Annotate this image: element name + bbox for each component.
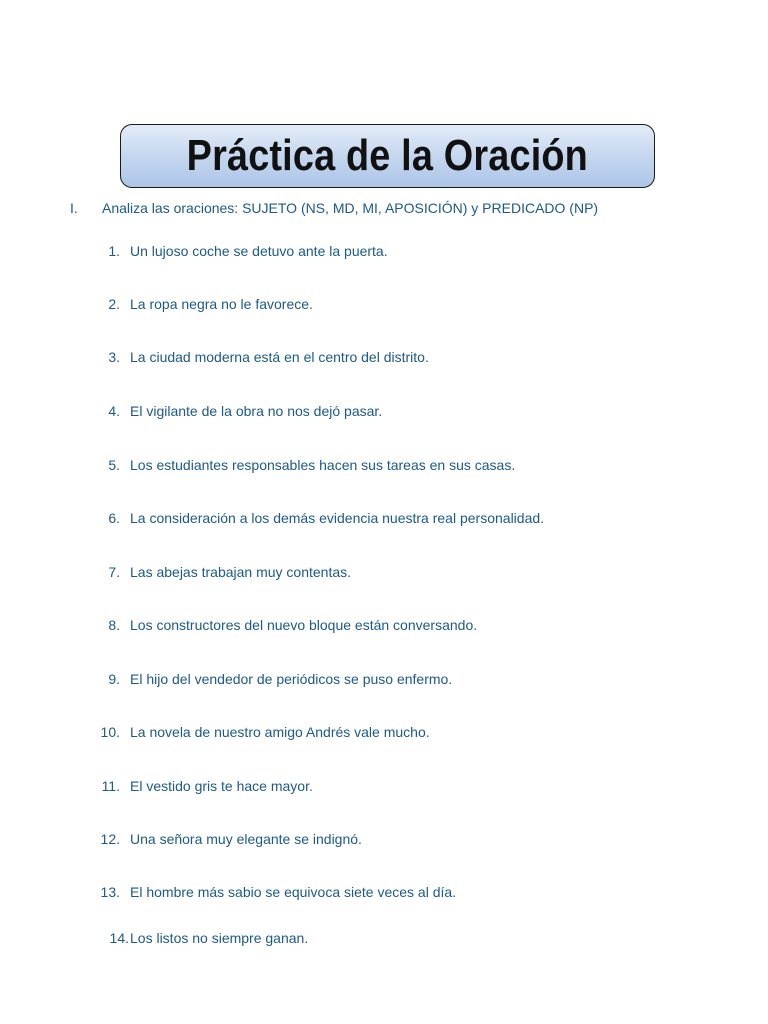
list-item	[0, 775, 768, 797]
item-sentence: Los estudiantes responsables hacen sus tareas en sus casas.	[130, 457, 516, 473]
item-sentence: Los listos no siempre ganan.	[130, 930, 309, 946]
item-sentence: La ropa negra no le favorece.	[130, 296, 313, 312]
item-number: 2.	[108, 296, 120, 312]
item-number: 5.	[108, 457, 120, 473]
item-number: 1.	[108, 243, 120, 259]
list-item	[0, 400, 768, 422]
item-number: 8.	[108, 617, 120, 633]
item-number: 7.	[108, 564, 120, 580]
item-number: 10.	[100, 724, 120, 740]
item-sentence: La consideración a los demás evidencia nuestra real personalidad.	[130, 510, 545, 526]
item-sentence: La ciudad moderna está en el centro del distrito.	[130, 349, 429, 365]
item-number: 4.	[108, 403, 120, 419]
item-number: 11.	[101, 778, 120, 794]
item-sentence: El vestido gris te hace mayor.	[130, 778, 313, 794]
item-sentence: Un lujoso coche se detuvo ante la puerta.	[130, 243, 388, 259]
list-item	[0, 614, 768, 636]
list-item	[0, 721, 768, 743]
item-number: 12.	[100, 831, 120, 847]
item-sentence: El hijo del vendedor de periódicos se puso enfermo.	[130, 671, 453, 687]
list-item	[0, 828, 768, 850]
list-item	[0, 293, 768, 315]
list-item	[0, 881, 768, 903]
item-number: 3.	[108, 349, 120, 365]
item-number: 14.	[109, 930, 129, 946]
section-instruction: Analiza las oraciones: SUJETO (NS, MD, MI, APOSICIÓN) y PREDICADO (NP)	[102, 200, 599, 216]
list-item	[0, 346, 768, 368]
item-sentence: Los constructores del nuevo bloque están conversando.	[130, 617, 478, 633]
item-sentence: Las abejas trabajan muy contentas.	[130, 564, 352, 580]
item-number: 9.	[108, 671, 120, 687]
item-sentence: El hombre más sabio se equivoca siete veces al día.	[130, 884, 457, 900]
section-numeral: I.	[70, 200, 78, 216]
list-item	[0, 240, 768, 262]
list-item	[0, 507, 768, 529]
item-number: 13.	[100, 884, 120, 900]
item-sentence: La novela de nuestro amigo Andrés vale mucho.	[130, 724, 430, 740]
list-item	[0, 668, 768, 690]
item-sentence: El vigilante de la obra no nos dejó pasar.	[130, 403, 383, 419]
list-item	[0, 454, 768, 476]
page-title: Práctica de la Oración	[186, 131, 589, 180]
list-item	[0, 561, 768, 583]
item-sentence: Una señora muy elegante se indignó.	[130, 831, 362, 847]
list-item	[0, 927, 768, 949]
item-number: 6.	[108, 510, 120, 526]
